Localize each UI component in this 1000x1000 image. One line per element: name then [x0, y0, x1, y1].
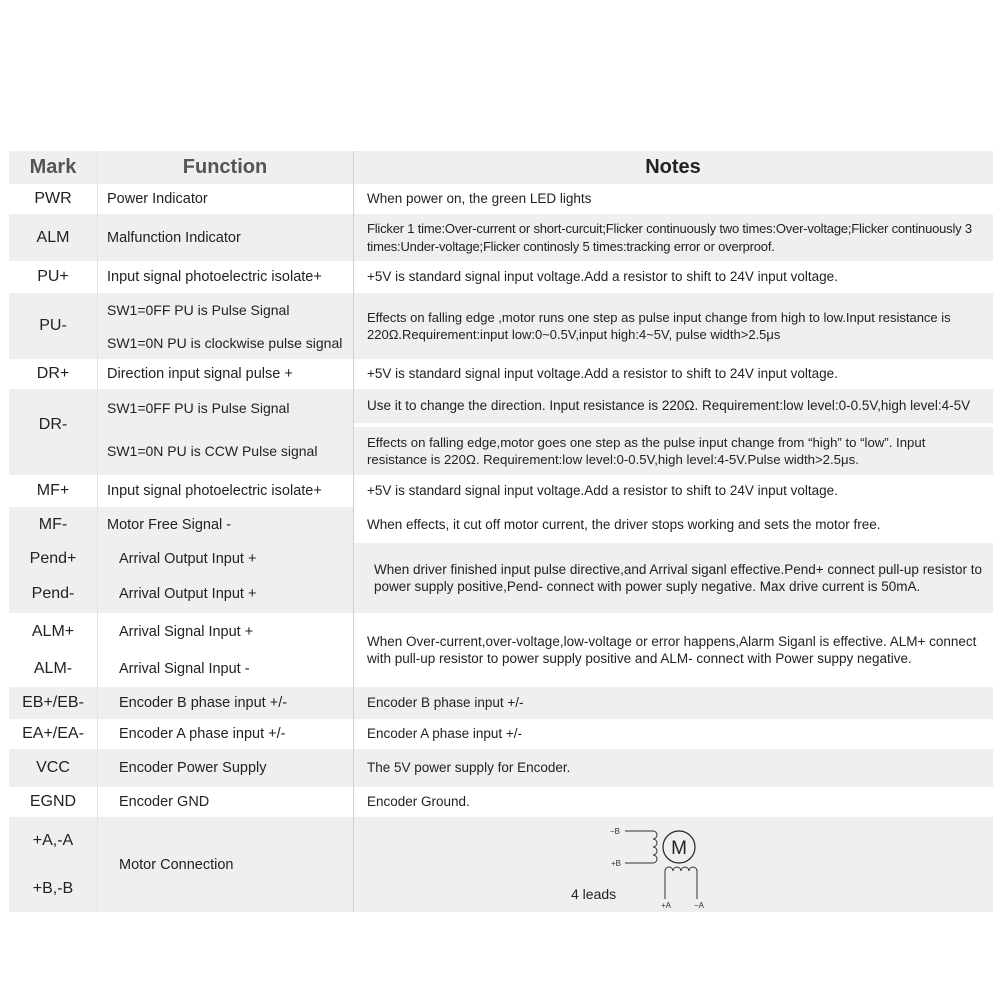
label-plus-b: +B: [611, 859, 622, 868]
motor-wiring-cell: [353, 817, 993, 912]
function-vcc: Encoder Power Supply: [97, 749, 353, 787]
mark-phase-a: +A,-A: [9, 817, 97, 865]
notes-mf-plus: +5V is standard signal input voltage.Add a resistor to shift to 24V input voltage.: [353, 475, 993, 507]
mark-dr-minus: DR-: [9, 389, 97, 475]
mark-mf-minus: MF-: [9, 507, 97, 543]
notes-mf-minus: When effects, it cut off motor current, the driver stops working and sets the motor free.: [353, 507, 993, 543]
notes-pu-plus: +5V is standard signal input voltage.Add a resistor to shift to 24V input voltage.: [353, 261, 993, 293]
motor-letter: M: [671, 838, 687, 859]
notes-eb: Encoder B phase input +/-: [353, 687, 993, 719]
mark-mf-plus: MF+: [9, 475, 97, 507]
function-alm: Malfunction Indicator: [97, 214, 353, 261]
pin-function-table: [9, 151, 993, 912]
function-pwr: Power Indicator: [97, 184, 353, 214]
notes-alm: Flicker 1 time:Over-current or short-curcuit;Flicker continuously two times:Over-voltage;Flicker continuously 3 times:Under-voltage;Flicker continosly 5 times:tracking error or overproof.: [353, 214, 993, 261]
function-egnd: Encoder GND: [97, 787, 353, 817]
stepper-wiring-diagram: [553, 821, 723, 911]
function-mf-plus: Input signal photoelectric isolate+: [97, 475, 353, 507]
function-pu-minus-sw-off: SW1=0FF PU is Pulse Signal: [97, 293, 353, 326]
column-divider: [353, 151, 354, 912]
function-pend-plus: Arrival Output Input +: [97, 543, 353, 575]
coil-b: [653, 831, 657, 863]
mark-vcc: VCC: [9, 749, 97, 787]
function-dr-plus: Direction input signal pulse +: [97, 359, 353, 389]
mark-pu-plus: PU+: [9, 261, 97, 293]
notes-ea: Encoder A phase input +/-: [353, 719, 993, 749]
mark-egnd: EGND: [9, 787, 97, 817]
function-alm-minus: Arrival Signal Input -: [97, 651, 353, 687]
notes-alm-io: When Over-current,over-voltage,low-voltage or error happens,Alarm Siganl is effective. ALM+ connect with pull-up resistor to power supply positive and ALM- connect with Power suppy negative.: [353, 613, 993, 687]
header-notes: Notes: [353, 151, 993, 184]
notes-dr-plus: +5V is standard signal input voltage.Add a resistor to shift to 24V input voltage.: [353, 359, 993, 389]
notes-dr-minus-falling-edge: Effects on falling edge,motor goes one step as the pulse input change from “high” to “low”. Input resistance is 220Ω. Requirement:low level:0-0.5V,high level:4-5V.Pulse width>2.5μs.: [353, 427, 993, 475]
function-pu-minus-sw-on: SW1=0N PU is clockwise pulse signal: [97, 326, 353, 359]
mark-pend-plus: Pend+: [9, 543, 97, 575]
header-mark: Mark: [9, 151, 97, 184]
function-dr-minus-sw-off: SW1=0FF PU is Pulse Signal: [97, 389, 353, 427]
function-pu-plus: Input signal photoelectric isolate+: [97, 261, 353, 293]
column-divider: [97, 151, 98, 912]
coil-a: [665, 867, 697, 871]
label-four-leads: 4 leads: [571, 886, 617, 902]
mark-pwr: PWR: [9, 184, 97, 214]
mark-ea: EA+/EA-: [9, 719, 97, 749]
notes-pend: When driver finished input pulse directive,and Arrival siganl effective.Pend+ connect pull-up resistor to power supply positive,Pend- connect with power suply negative. Max drive current is 50mA.: [353, 543, 993, 613]
function-mf-minus: Motor Free Signal -: [97, 507, 353, 543]
notes-dr-minus-direction: Use it to change the direction. Input resistance is 220Ω. Requirement:low level:0-0.5V,high level:4-5V: [353, 389, 993, 423]
notes-vcc: The 5V power supply for Encoder.: [353, 749, 993, 787]
mark-phase-b: +B,-B: [9, 865, 97, 912]
notes-egnd: Encoder Ground.: [353, 787, 993, 817]
function-alm-plus: Arrival Signal Input +: [97, 613, 353, 651]
header-function: Function: [97, 151, 353, 184]
mark-dr-plus: DR+: [9, 359, 97, 389]
function-ea: Encoder A phase input +/-: [97, 719, 353, 749]
mark-alm: ALM: [9, 214, 97, 261]
label-minus-a: −A: [694, 901, 705, 910]
notes-pwr: When power on, the green LED lights: [353, 184, 993, 214]
label-plus-a: +A: [661, 901, 672, 910]
function-dr-minus-sw-on: SW1=0N PU is CCW Pulse signal: [97, 427, 353, 475]
mark-eb: EB+/EB-: [9, 687, 97, 719]
mark-alm-minus: ALM-: [9, 651, 97, 687]
function-pend-minus: Arrival Output Input +: [97, 575, 353, 613]
mark-pend-minus: Pend-: [9, 575, 97, 613]
label-minus-b: −B: [610, 827, 621, 836]
function-eb: Encoder B phase input +/-: [97, 687, 353, 719]
notes-pu-minus: Effects on falling edge ,motor runs one step as pulse input change from high to low.Input resistance is 220Ω.Requirement:input low:0~0.5V,input high:4~5V, pulse width>2.5μs: [353, 293, 993, 359]
function-motor: Motor Connection: [97, 817, 353, 912]
mark-alm-plus: ALM+: [9, 613, 97, 651]
mark-pu-minus: PU-: [9, 293, 97, 359]
